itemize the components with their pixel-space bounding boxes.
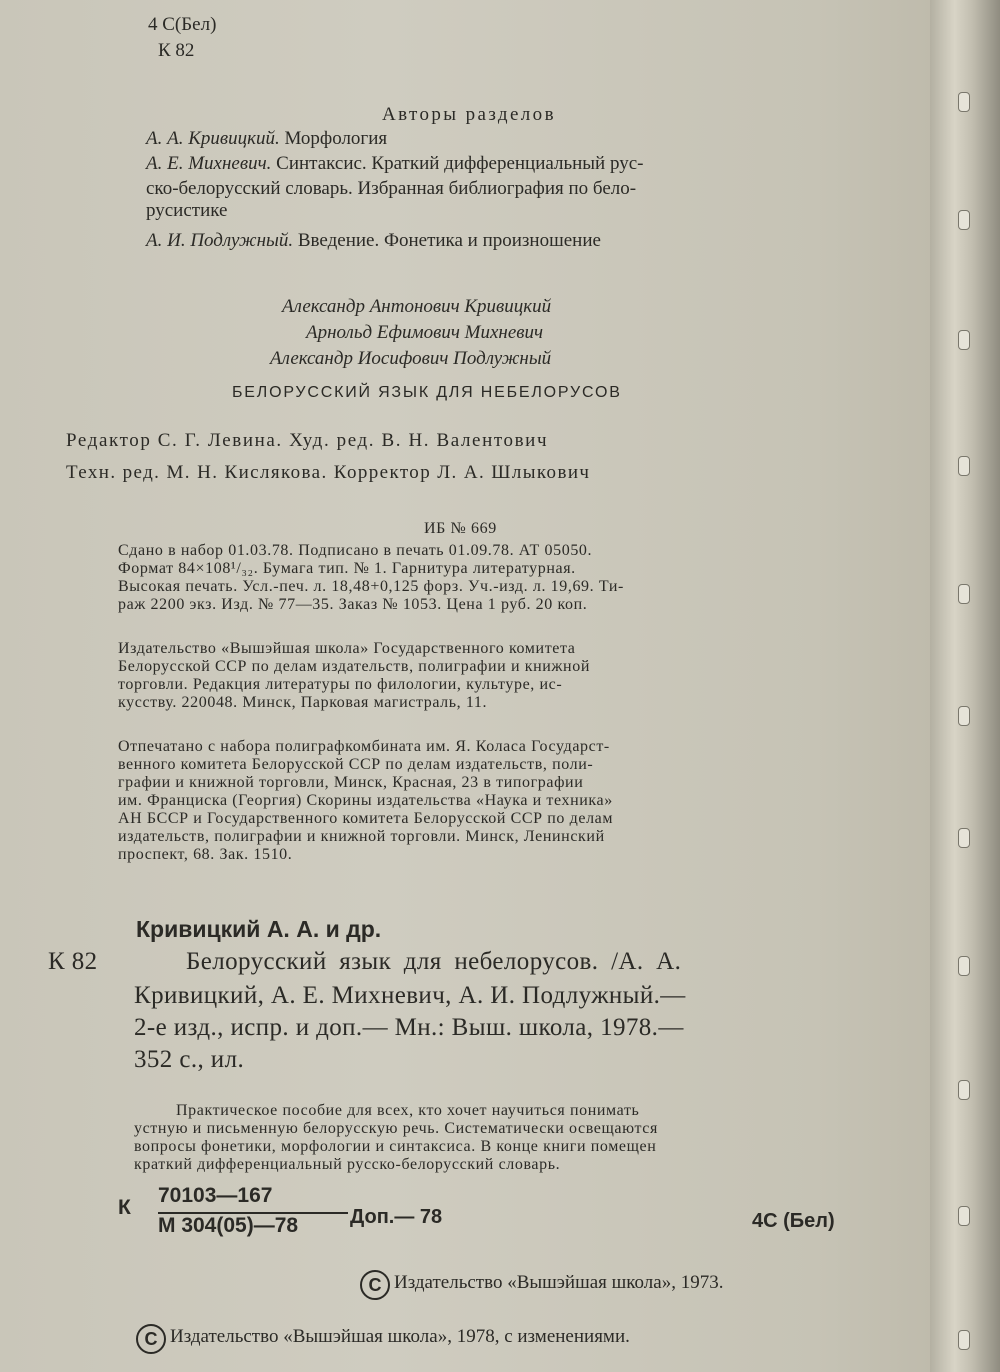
printer-line: венного комитета Белорусской ССР по делам издательств, поли- [118,756,594,773]
catalog-heading: Кривицкий А. А. и др. [136,916,382,942]
authors-title: Авторы разделов [382,104,556,125]
classification-code: 4 С(Бел) [148,14,217,35]
annotation-line: устную и письменную белорусскую речь. Систематически освещаются [134,1120,658,1137]
catalog-line: 2-е изд., испр. и доп.— Мн.: Выш. школа, 1978.— [134,1014,684,1041]
imprint-line: Высокая печать. Усл.-печ. л. 18,48+0,125 форз. Уч.-изд. л. 19,69. Ти- [118,578,624,595]
publisher-line: Белорусской ССР по делам издательств, полиграфии и книжной [118,658,590,675]
author-line: А. Е. Михневич. Синтаксис. Краткий дифференциальный рус- [146,153,644,174]
book-title-caps: БЕЛОРУССКИЙ ЯЗЫК ДЛЯ НЕБЕЛОРУСОВ [232,384,622,401]
catalog-index: К 82 [48,948,98,975]
staff-editors: Редактор С. Г. Левина. Худ. ред. В. Н. Валентович [66,430,549,451]
fraction-numerator: 70103—167 [158,1184,273,1207]
stitch-mark [958,456,970,476]
publisher-line: кусству. 220048. Минск, Парковая магистраль, 11. [118,694,488,711]
printer-line: АН БССР и Государственного комитета Белорусской ССР по делам [118,810,614,827]
ib-number: ИБ № 669 [424,520,497,537]
stitch-mark [958,1330,970,1350]
copyright-1973: C Издательство «Вышэйшая школа», 1973. [360,1270,723,1300]
stitch-mark [958,1206,970,1226]
copyright-icon: C [360,1270,390,1300]
imprint-line: Формат 84×108¹/₃₂. Бумага тип. № 1. Гарнитура литературная. [118,560,576,577]
catalog-line: Белорусский язык для небелорусов. /А. А. [186,948,682,975]
full-name-mikhnevich: Арнольд Ефимович Михневич [306,322,544,343]
catalog-line: 352 с., ил. [134,1046,245,1073]
stitch-mark [958,210,970,230]
stitch-mark [958,584,970,604]
dop-code: Доп.— 78 [350,1206,443,1228]
author-line: А. И. Подлужный. Введение. Фонетика и произношение [146,230,601,251]
author-line: А. А. Кривицкий. Морфология [146,128,388,149]
imprint-line: раж 2200 экз. Изд. № 77—35. Заказ № 1053. Цена 1 руб. 20 коп. [118,596,588,613]
annotation-line: вопросы фонетики, морфологии и синтаксиса. В конце книги помещен [134,1138,657,1155]
copyright-icon: C [136,1324,166,1354]
annotation-line: краткий дифференциальный русско-белорусский словарь. [134,1156,561,1173]
stitch-mark [958,1080,970,1100]
staff-tech: Техн. ред. М. Н. Кислякова. Корректор Л. А. Шлыкович [66,462,591,483]
publisher-line: торговли. Редакция литературы по филологии, культуре, ис- [118,676,563,693]
stitch-mark [958,828,970,848]
copyright-1978: C Издательство «Вышэйшая школа», 1978, с изменениями. [136,1324,630,1354]
printer-line: издательств, полиграфии и книжной торговли. Минск, Ленинский [118,828,605,845]
full-name-krivitsky: Александр Антонович Кривицкий [282,296,552,317]
catalog-line: Кривицкий, А. Е. Михневич, А. И. Подлужный.— [134,982,686,1009]
index-code: К 82 [158,40,195,61]
stitch-mark [958,706,970,726]
printer-line: проспект, 68. Зак. 1510. [118,846,293,863]
imprint-line: Сдано в набор 01.03.78. Подписано в печать 01.09.78. АТ 05050. [118,542,593,559]
book-spine [930,0,1000,1372]
author-line: ско-белорусский словарь. Избранная библиография по бело- [146,178,637,199]
annotation-line: Практическое пособие для всех, кто хочет научиться понимать [176,1102,640,1119]
class-code: 4С (Бел) [752,1210,835,1232]
catalog-fraction [158,1184,358,1244]
full-name-podluzhny: Александр Иосифович Подлужный [270,348,552,369]
printer-line: им. Франциска (Георгия) Скорины издательства «Наука и техника» [118,792,613,809]
printer-line: Отпечатано с набора полиграфкомбината им. Я. Коласа Государст- [118,738,610,755]
printer-line: графии и книжной торговли, Минск, Красная, 23 в типографии [118,774,584,791]
author-line: русистике [146,200,228,221]
stitch-mark [958,330,970,350]
stitch-mark [958,956,970,976]
publisher-line: Издательство «Вышэйшая школа» Государственного комитета [118,640,576,657]
stitch-mark [958,92,970,112]
fraction-denominator: М 304(05)—78 [158,1214,299,1237]
code-letter: К [118,1196,131,1219]
